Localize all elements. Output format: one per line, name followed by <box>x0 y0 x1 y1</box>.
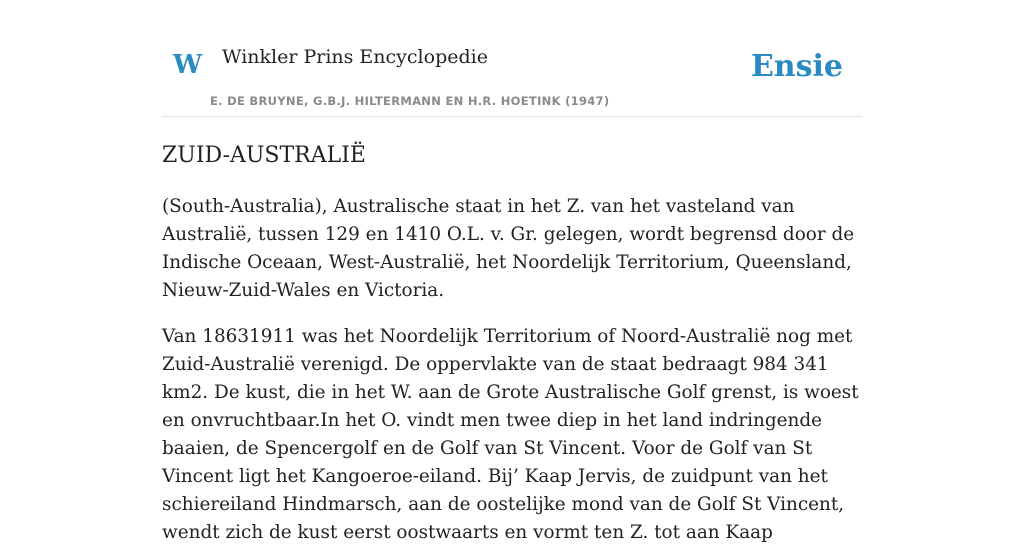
publication-title[interactable]: Winkler Prins Encyclopedie <box>222 46 488 68</box>
paragraph-1: (South-Australia), Australische staat in het Z. van het vasteland van Australië, tussen 129 en 1410 O.L. v. Gr. gelegen, wordt begrensd door de Indische Oceaan, West-Australië, het Noordelijk Territorium, Queensland, Nieuw-Zuid-Wales en Victoria. <box>162 196 855 302</box>
header <box>162 0 862 117</box>
paragraph-2: Van 18631911 was het Noordelijk Territorium of Noord-Australië nog met Zuid-Australië verenigd. De oppervlakte van de staat bedraagt 984 341 km2. De kust, die in het W. aan de Grote Australische Golf grenst, is woest en onvruchtbaar.In het O. vindt men twee diep in het land indringende baaien, de Spencergolf en de Golf van St Vincent. Voor de Golf van St Vincent ligt het Kangoeroe-eiland. Bij’ Kaap Jervis, de zuidpunt van het schiereiland Hindmarsch, aan de oostelijke mond van de Golf St Vincent, wendt zich de kust eerst oostwaarts en vormt ten Z. tot aan Kaap <box>162 326 859 544</box>
page <box>162 0 862 547</box>
brand-logo[interactable]: Ensie <box>750 49 843 84</box>
entry-title: ZUID-AUSTRALIË <box>162 143 366 168</box>
publication-logo[interactable]: W <box>173 50 203 80</box>
authors-line: E. DE BRUYNE, G.B.J. HILTERMANN EN H.R. HOETINK (1947) <box>210 94 610 108</box>
